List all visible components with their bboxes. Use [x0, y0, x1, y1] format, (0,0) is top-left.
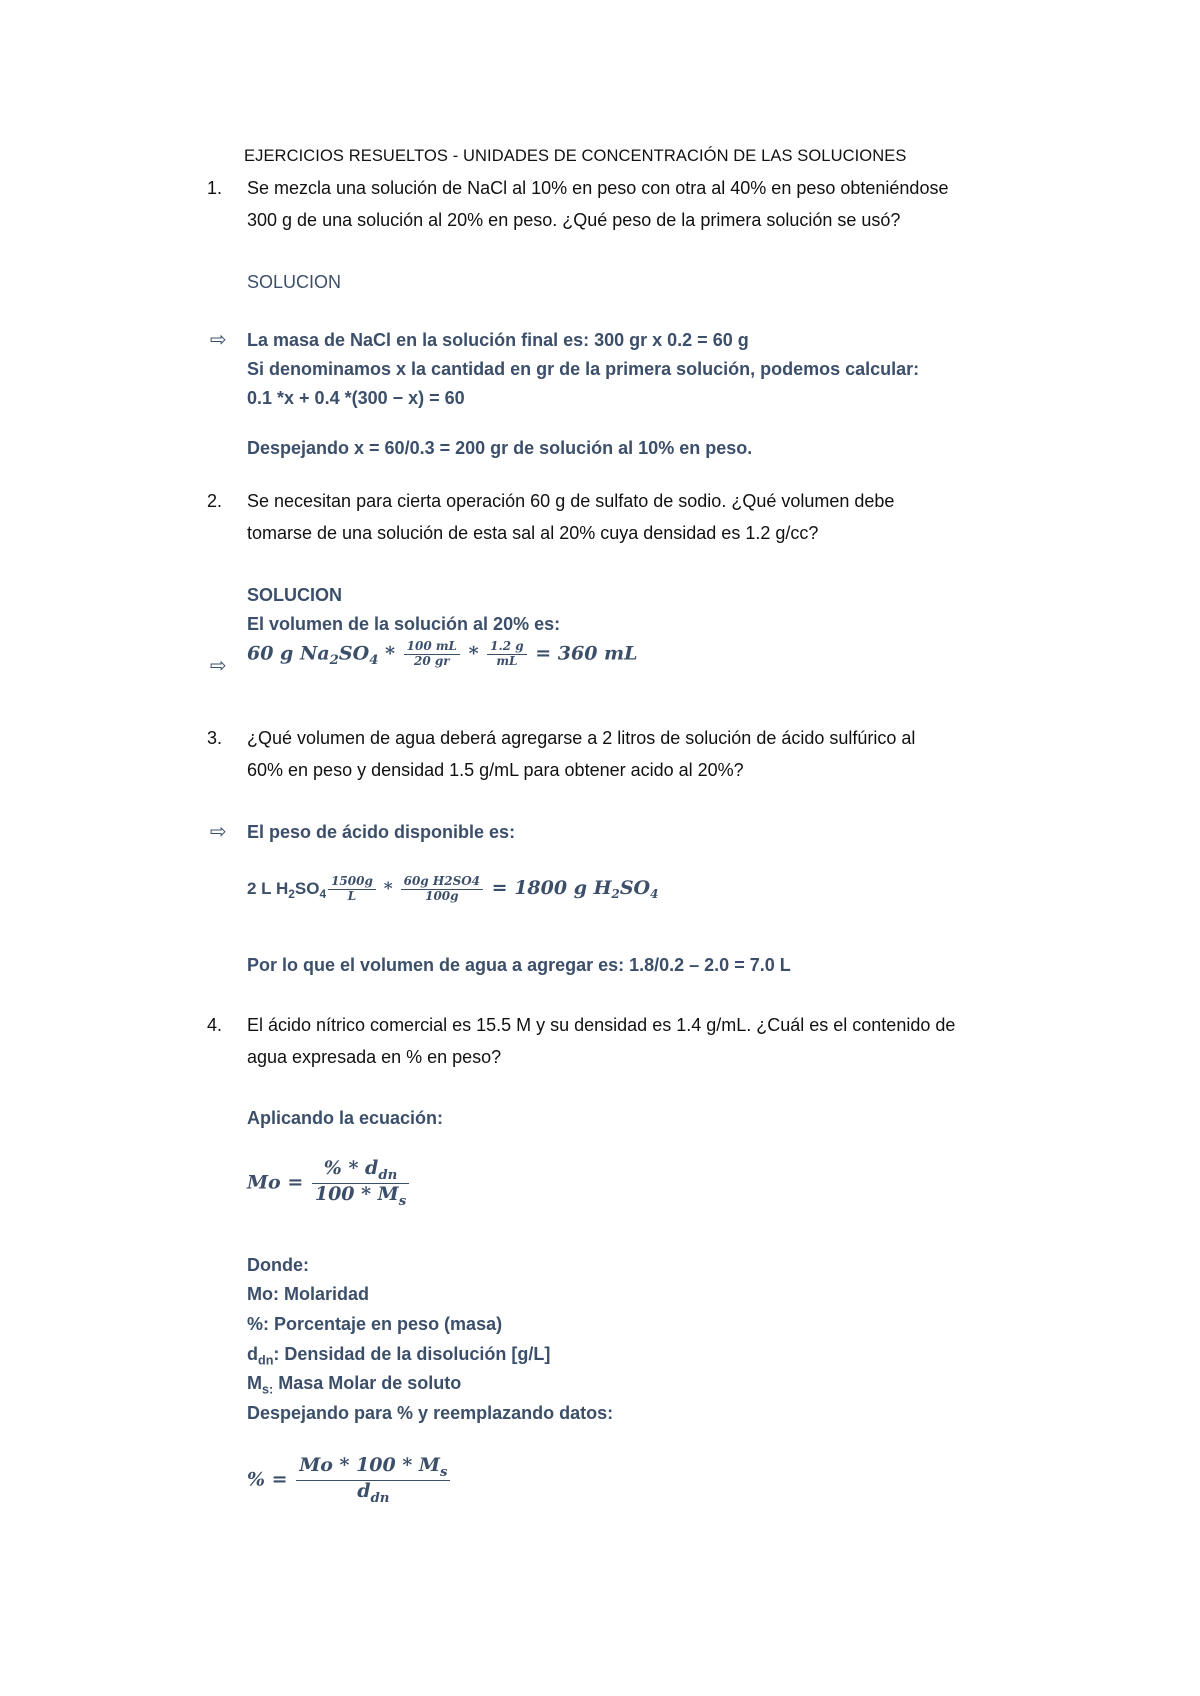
exercise-4-answer-line-2: Despejando para % y reemplazando datos:: [247, 1403, 614, 1423]
eq-subscript: 2: [288, 887, 295, 902]
density-subscript: dn: [258, 1353, 274, 1368]
exercise-number-4: 4.: [207, 1015, 223, 1035]
exercise-1-equation: 0.1 *x + 0.4 *(300 − x) = 60: [247, 388, 465, 408]
exercise-1-answer-line-2: Si denominamos x la cantidad en gr de la primera solución, podemos calcular:: [247, 359, 920, 379]
fraction-denominator: [296, 1481, 450, 1506]
numerator-subscript: s: [439, 1464, 448, 1480]
exercise-number-3: 3.: [207, 728, 223, 748]
denominator-subscript: dn: [370, 1490, 390, 1506]
definition-percentage: %: Porcentaje en peso (masa): [247, 1314, 503, 1334]
eq-lhs: Mo =: [247, 1171, 310, 1194]
eq-result: = 360 mL: [528, 642, 638, 665]
eq-lhs: % =: [247, 1468, 295, 1491]
molar-mass-subscript: s:: [262, 1382, 274, 1397]
fraction-denominator: 100g: [425, 888, 459, 903]
fraction: [404, 640, 460, 669]
denominator-text: 100 * M: [314, 1183, 399, 1206]
percentage-equation: [247, 1455, 452, 1506]
eq-subscript: 2: [611, 887, 620, 902]
exercise-1-question-line-1: Se mezcla una solución de NaCl al 10% en peso con otra al 40% en peso obteniéndose: [247, 178, 949, 198]
exercise-3-answer-line-1: El peso de ácido disponible es:: [247, 822, 516, 842]
definition-molarity: Mo: Molaridad: [247, 1284, 369, 1304]
exercise-2-question-line-1: Se necesitan para cierta operación 60 g de sulfato de sodio. ¿Qué volumen debe: [247, 491, 895, 511]
molarity-equation: [247, 1158, 411, 1209]
exercise-number-2: 2.: [207, 491, 223, 511]
eq-subscript: 4: [319, 887, 327, 902]
exercise-1-answer-line-1: La masa de NaCl en la solución final es: 300 gr x 0.2 = 60 g: [247, 330, 749, 350]
exercise-1-answer-line-4: Despejando x = 60/0.3 = 200 gr de solución al 10% en peso.: [247, 438, 753, 458]
right-arrow-outline-icon: ⇨: [210, 821, 227, 843]
definition-molar-mass: [247, 1371, 461, 1402]
eq-operator: *: [462, 642, 486, 665]
exercise-1-question-line-2: 300 g de una solución al 20% en peso. ¿Qué peso de la primera solución se usó?: [247, 210, 901, 230]
exercise-2-equation: [247, 640, 638, 669]
numerator-text: Mo * 100 * M: [299, 1454, 440, 1476]
fraction-denominator: mL: [496, 653, 518, 668]
exercise-4-question-line-1: El ácido nítrico comercial es 15.5 M y su densidad es 1.4 g/mL. ¿Cuál es el contenido de: [247, 1015, 956, 1035]
denominator-subscript: s: [398, 1193, 407, 1209]
fraction-denominator: L: [347, 888, 357, 903]
fraction-numerator: 60g H2SO4: [401, 875, 483, 890]
exercise-3-question-line-2: 60% en peso y densidad 1.5 g/mL para obtener acido al 20%?: [247, 760, 744, 780]
eq-so: SO: [619, 876, 651, 899]
fraction-numerator: 1500g: [328, 875, 376, 890]
fraction: [328, 875, 376, 904]
molar-mass-symbol: M: [247, 1373, 262, 1393]
eq-so: SO: [338, 642, 370, 665]
fraction: [296, 1455, 450, 1506]
exercise-2-question-line-2: tomarse de una solución de esta sal al 20% cuya densidad es 1.2 g/cc?: [247, 523, 819, 543]
fraction-denominator: 20 gr: [414, 653, 450, 668]
denominator-text: d: [357, 1480, 371, 1503]
exercise-3-answer-line-2: Por lo que el volumen de agua a agregar es: 1.8/0.2 – 2.0 = 7.0 L: [247, 955, 791, 975]
molar-mass-description: Masa Molar de soluto: [273, 1373, 462, 1393]
density-description: : Densidad de la disolución [g/L]: [273, 1344, 551, 1364]
exercise-number-1: 1.: [207, 178, 223, 198]
fraction-numerator: [312, 1158, 409, 1184]
eq-lead: 60 g Na: [247, 642, 330, 665]
exercise-2-solution-heading: SOLUCION: [247, 585, 343, 605]
fraction-numerator: 1.2 g: [487, 640, 526, 655]
eq-operator: *: [378, 642, 402, 665]
eq-subscript: 4: [369, 653, 379, 669]
exercise-3-equation: [247, 875, 658, 904]
exercise-4-question-line-2: agua expresada en % en peso?: [247, 1047, 502, 1067]
eq-operator: *: [377, 878, 399, 899]
exercise-1-solution-heading: SOLUCION: [247, 272, 342, 292]
eq-subscript: 4: [650, 887, 659, 902]
density-symbol: d: [247, 1344, 258, 1364]
definition-heading: Donde:: [247, 1255, 309, 1275]
fraction: [312, 1158, 409, 1209]
numerator-text: % * d: [323, 1157, 379, 1179]
exercise-4-answer-line-1: Aplicando la ecuación:: [247, 1108, 444, 1128]
definition-density: [247, 1342, 550, 1373]
right-arrow-outline-icon: ⇨: [210, 655, 227, 677]
eq-result: = 1800 g H: [485, 876, 612, 899]
numerator-subscript: dn: [378, 1167, 398, 1183]
eq-subscript: 2: [329, 653, 339, 669]
fraction: [487, 640, 526, 669]
document-title: EJERCICIOS RESUELTOS - UNIDADES DE CONCENTRACIÓN DE LAS SOLUCIONES: [244, 147, 907, 165]
fraction-denominator: [312, 1184, 409, 1209]
right-arrow-outline-icon: ⇨: [210, 329, 227, 351]
exercise-2-answer-line-1: El volumen de la solución al 20% es:: [247, 614, 561, 634]
exercise-3-question-line-1: ¿Qué volumen de agua deberá agregarse a 2 litros de solución de ácido sulfúrico al: [247, 728, 916, 748]
eq-so: SO: [294, 878, 320, 898]
fraction-numerator: [296, 1455, 450, 1481]
fraction-numerator: 100 mL: [404, 640, 460, 655]
fraction: [401, 875, 483, 904]
eq-lead: 2 L H: [247, 878, 289, 898]
